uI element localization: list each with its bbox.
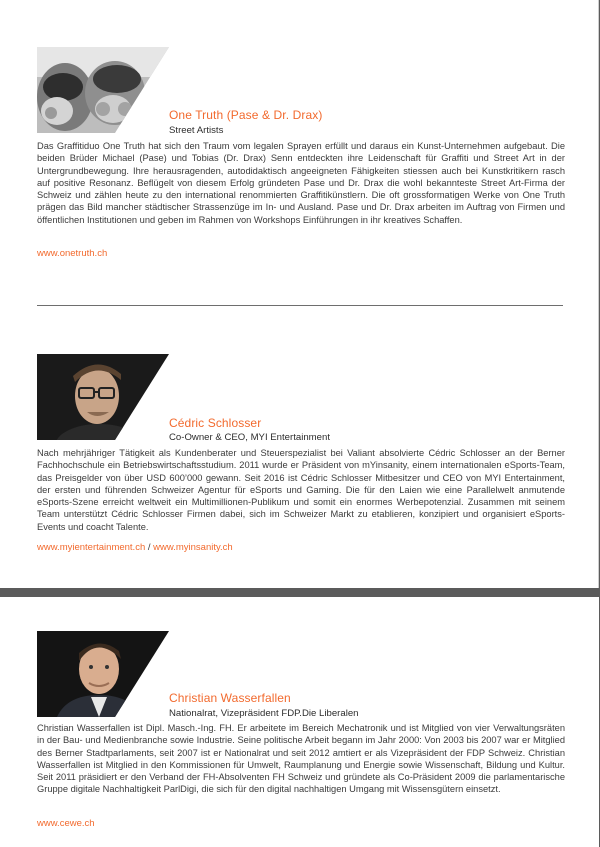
entry-name: Christian Wasserfallen (169, 691, 291, 705)
website-links (37, 542, 233, 553)
entry-role: Street Artists (169, 125, 224, 136)
website-link[interactable]: www.myientertainment.ch (37, 542, 146, 553)
entry-bio: Nach mehrjähriger Tätigkeit als Kundenberater und Steuerspezialist bei Valiant absolvierte Cédric Schlosser an der Berner Fachhochschule ein Betriebswirtschaftsstudium. 2011 wurde er Präsident von mYinsanity, einem internationalen eSports-Team, das Preisgelder von über USD 600’000 gewann. Seit 2016 ist Cédric Schlosser Mitbesitzer und CEO von MYI Entertainment, der ersten und führenden Schweizer Agentur für eSports und Gaming. Die für den Laien wie eine Parallelwelt anmutende eSports-Szene erreicht weltweit ein Multimillionen-Publikum und somit ein enormes Werbepotenzial. Zusammen mit seinem Team unterstützt Cédric Schlosser Firmen dabei, sich im Schweizer Markt zu etablieren, konzipiert und organisiert eSports-Events und coacht Talente. (37, 448, 565, 532)
christian-wasserfallen-photo (37, 631, 169, 717)
website-link[interactable]: www.onetruth.ch (37, 248, 108, 259)
entry-bio: Christian Wasserfallen ist Dipl. Masch.-Ing. FH. Er arbeitete im Bereich Mechatronik und ist Mitglied von vier Verwaltungsräten in der Bau- und Medienbranche sowie Industrie. Seine politische Arbeit begann im Jahr 2000: Von 2003 bis 2007 war er Mitglied des Berner Stadtparlaments, seit 2007 ist er Nationalrat und seit 2012 amtiert er als Vizepräsident der FDP Schweiz. Christian Wasserfallen ist Mitglied in den Kommissionen für Umwelt, Raumplanung und Energie sowie Wissenschaft, Bildung und Kultur. Seit 2011 präsidiert er den Verband der FH-Absolventen FH Schweiz und gründete als Co-Präsident 2009 die parlamentarische Gruppe digitale Nachhaltigkeit ParlDigi, die sich für den digital nachhaltigen Umgang mit Wissensgütern einsetzt. (37, 723, 565, 795)
entry-role: Co-Owner & CEO, MYI Entertainment (169, 432, 331, 443)
cedric-schlosser-photo (37, 354, 169, 440)
entry-bio: Das Graffitiduo One Truth hat sich den Traum vom legalen Sprayen erfüllt und daraus ein Kunst-Unternehmen aufgebaut. Die beiden Brüder Michael (Pase) und Tobias (Dr. Drax) Senn entdeckten ihre Leidenschaft für Graffiti und Street Art in der Untergrundbewegung. Ihre herausragenden, autodidaktisch angeeigneten Fähigkeiten stiessen auch bei Kunstkritikern rasch auf positive Resonanz. Beflügelt von diesem Erfolg gründeten Pase und Dr. Drax die wohl bekannteste Street Art-Firma der Schweiz und zählen heute zu den international renommierten Graffitikünstlern. Die oft grossformatigen Werke von One Truth prägen das Bild mancher städtischer Strassenzüge im In- und Ausland. Pase und Dr. Drax arbeiten im Auftrag von Firmen und öffentlichen Institutionen und geben im Rahmen von Workshops Einführungen in ihr kreatives Schaffen. (37, 141, 565, 225)
one-truth-photo (37, 47, 169, 133)
entry-role: Nationalrat, Vizepräsident FDP.Die Liberalen (169, 708, 359, 719)
link-separator: / (145, 542, 154, 553)
entry-name: Cédric Schlosser (169, 416, 262, 430)
section-divider (37, 305, 563, 306)
website-link[interactable]: www.cewe.ch (37, 818, 95, 829)
website-link[interactable]: www.myinsanity.ch (153, 542, 233, 553)
document-page-2 (0, 597, 599, 847)
entry-name: One Truth (Pase & Dr. Drax) (169, 108, 323, 122)
